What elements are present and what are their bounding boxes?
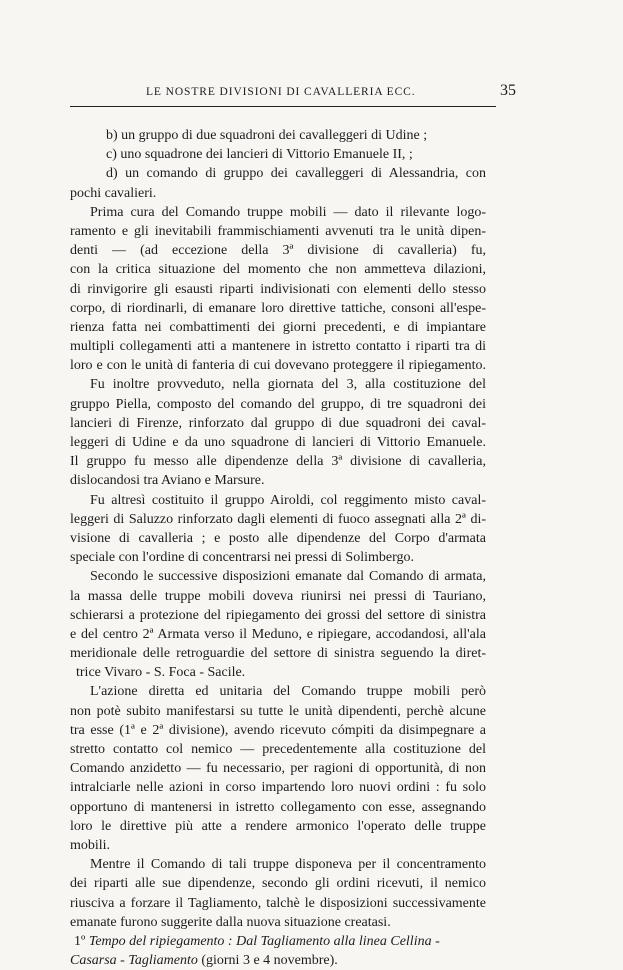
running-title: LE NOSTRE DIVISIONI DI CAVALLERIA ECC.	[146, 86, 416, 98]
body-text	[70, 126, 486, 970]
text-line: Prima cura del Comando truppe mobili — dato il rilevante logo-	[90, 204, 486, 220]
section-heading-continued	[70, 951, 486, 970]
text-line: pochi cavalieri.	[70, 185, 157, 201]
text-line: c) uno squadrone dei lancieri di Vittorio Emanuele II, ;	[106, 147, 413, 163]
text-line: speciale con l'ordine di concentrarsi nei pressi di Solimbergo.	[70, 550, 415, 566]
page-number: 35	[500, 82, 516, 99]
text-line: schierarsi a protezione del ripiegamento dei grossi del settore di sinistra	[70, 607, 486, 623]
section-title-line1: Tempo del ripiegamento : Dal Tagliamento alla linea Cellina -	[88, 933, 440, 949]
text-line: d) un comando di gruppo dei cavalleggeri di Alessandria, con	[106, 166, 486, 182]
text-line: meridionale delle retroguardie del settore di sinistra seguendo la diret-	[70, 646, 486, 662]
text-line: Mentre il Comando di tali truppe disponeva per il concentramento	[90, 857, 486, 873]
text-line: loro le direttive più atte a rendere armonico l'operato delle truppe	[70, 818, 486, 834]
section-heading	[70, 932, 486, 951]
text-line: opportuno di mantenersi in istretto collegamento con esse, assegnando	[70, 799, 486, 815]
section-title-line2: Casarsa - Tagliamento	[70, 953, 198, 969]
text-line: lancieri di Firenze, rinforzato dal gruppo di due squadroni dei caval-	[70, 415, 486, 431]
text-line: dei riparti alle sue dipendenze, secondo gli ordini ricevuti, il nemico	[70, 876, 486, 892]
text-line: leggeri di Saluzzo rinforzato dagli elementi di fuoco assegnati alla 2ª di-	[70, 511, 486, 527]
text-line: Comando anzidetto — fu necessario, per ragioni di opportunità, di non	[70, 761, 486, 777]
text-line: con la critica situazione del momento che non ammetteva dilazioni,	[70, 262, 486, 278]
text-line: Secondo le successive disposizioni emanate dal Comando di armata,	[90, 569, 486, 585]
text-line: Fu inoltre provveduto, nella giornata del 3, alla costituzione del	[90, 377, 486, 393]
text-line: leggeri di Udine e da uno squadrone di lancieri di Vittorio Emanuele.	[70, 435, 486, 450]
text-line: loro e con le unità di fanteria di cui dovevano proteggere il ripiegamento.	[70, 358, 486, 374]
text-line: riusciva a forzare il Tagliamento, talchè le disposizioni successivamente	[70, 895, 486, 911]
text-line: emanate furono suggerite dalla nuova situazione creatasi.	[70, 914, 391, 930]
text-line: b) un gruppo di due squadroni dei cavalleggeri di Udine ;	[106, 128, 428, 143]
text-line: multipli collegamenti atti a mantenere in istretto contatto i riparti tra di	[70, 339, 486, 355]
text-line: stretto contatto col nemico — precedentemente alla costituzione del	[70, 742, 486, 757]
text-line: gruppo Piella, composto del comando del gruppo, di tre squadroni dei	[70, 396, 486, 412]
text-line: L'azione diretta ed unitaria del Comando truppe mobili però	[90, 684, 486, 700]
text-line: rienza fatta nei combattimenti dei giorni precedenti, e di impiantare	[70, 319, 486, 335]
text-line: Fu altresì costituito il gruppo Airoldi, col reggimento misto caval-	[90, 492, 486, 508]
text-line: visione di cavalleria ; e posto alle dipendenze del Corpo d'armata	[70, 530, 486, 546]
text-line: di rinvigorire gli esausti riparti indivisionati con elementi dello stesso	[70, 281, 486, 297]
text-line: la massa delle truppe mobili doveva riunirsi nei pressi di Tauriano,	[70, 588, 486, 604]
text-line: ramento e gli inevitabili frammischiamenti avvenuti tra le unità dipen-	[70, 223, 486, 239]
text-line: Il gruppo fu messo alle dipendenze della 3ª divisione di cavalleria,	[70, 454, 486, 470]
header-rule	[70, 106, 496, 107]
text-line: corpo, di riordinarli, di emanare loro direttive tattiche, consoni all'espe-	[70, 300, 486, 316]
section-number: 1º	[74, 933, 86, 949]
text-line: tra esse (1ª e 2ª divisione), avendo ricevuto cómpiti da disimpegnare a	[70, 722, 486, 738]
text-line: intralciarle nelle azioni in corso impartendo loro nuovi ordini : fu solo	[70, 780, 486, 796]
text-line: denti — (ad eccezione della 3ª divisione di cavalleria) fu,	[70, 243, 486, 259]
text-line: trice Vivaro - S. Foca - Sacile.	[76, 665, 246, 681]
text-line: non potè subito manifestarsi su tutte le unità dipendenti, perchè alcune	[70, 703, 486, 719]
text-line: dislocandosi tra Aviano e Marsure.	[70, 473, 265, 489]
page-header	[66, 82, 516, 104]
text-line: e del centro 2ª Armata verso il Meduno, e ripiegare, accodandosi, all'ala	[70, 626, 486, 642]
section-dates: (giorni 3 e 4 novembre).	[201, 953, 338, 969]
text-line: mobili.	[70, 837, 111, 853]
